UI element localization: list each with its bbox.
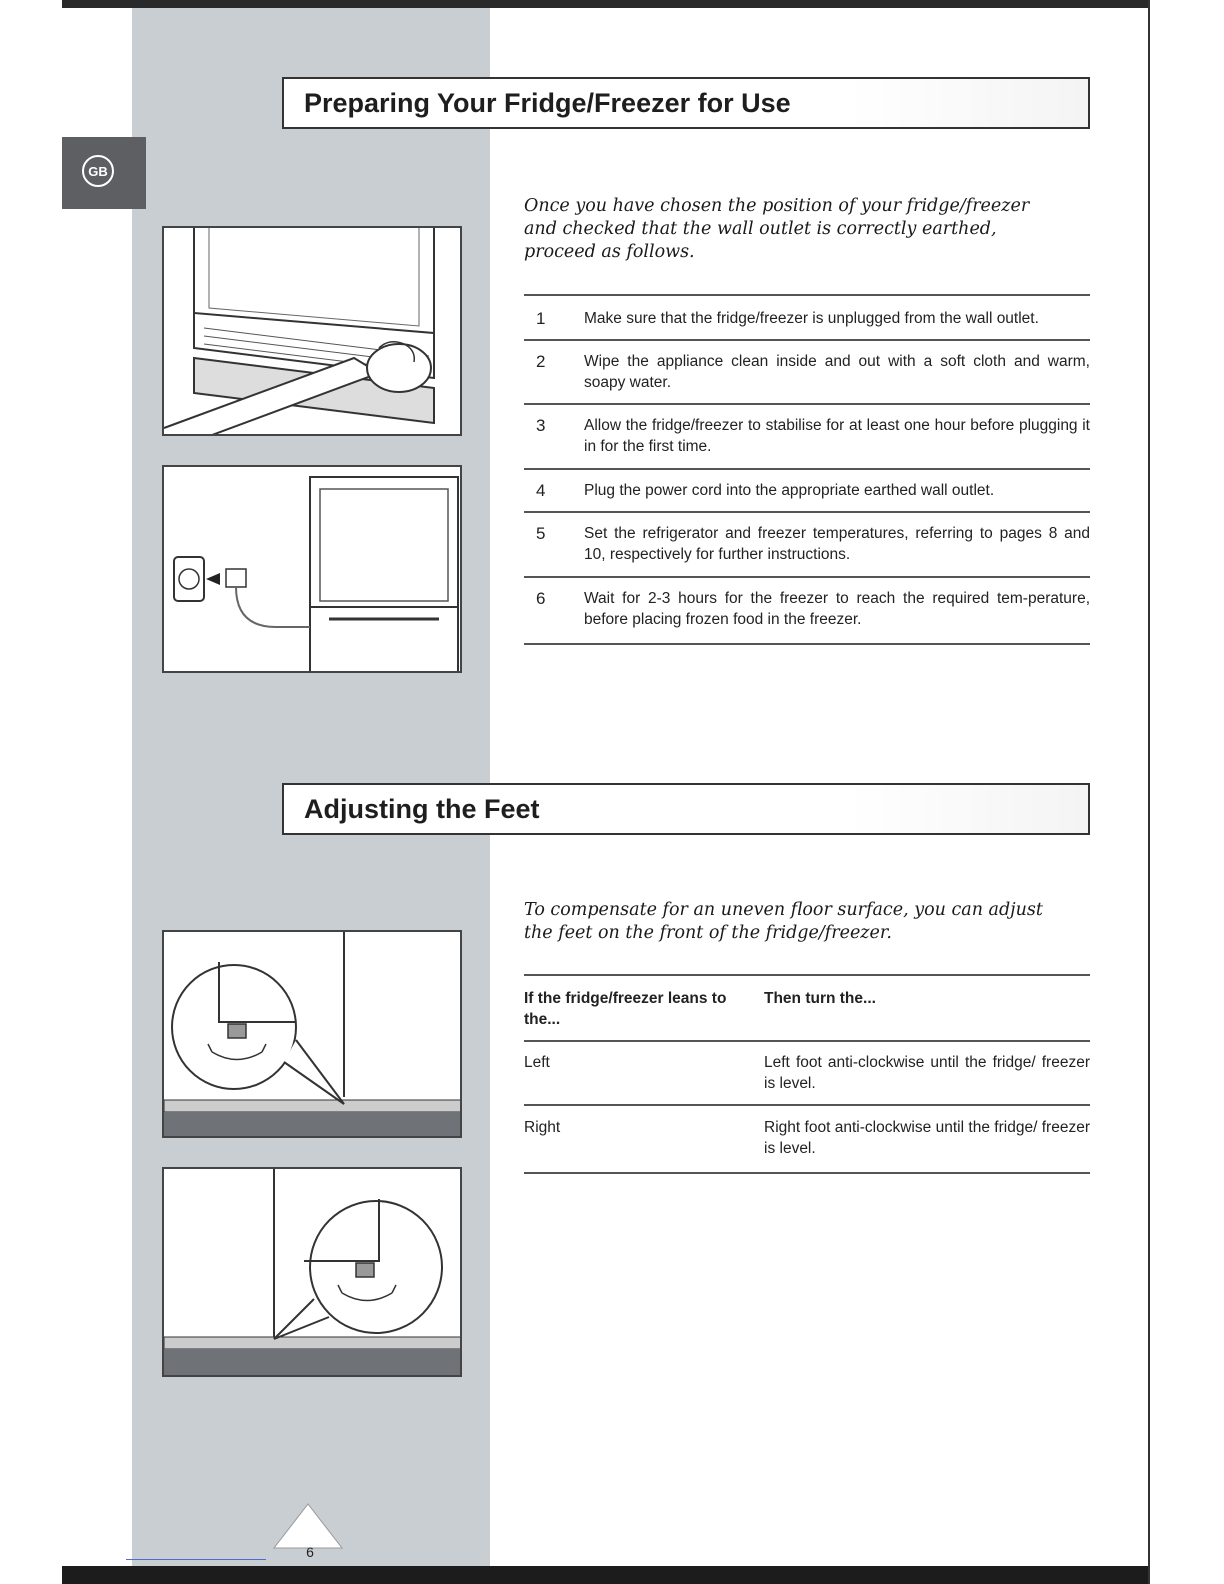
right-foot-illustration bbox=[162, 1167, 462, 1377]
divider bbox=[524, 294, 1090, 296]
divider bbox=[524, 403, 1090, 405]
table-cell-right-action: Right foot anti-clockwise until the fridge/ freezer is level. bbox=[764, 1119, 1090, 1157]
divider bbox=[524, 643, 1090, 645]
table-cell-right: Right bbox=[524, 1119, 561, 1136]
language-badge: GB bbox=[82, 155, 114, 187]
bottom-underline bbox=[126, 1559, 266, 1560]
step-number: 5 bbox=[536, 524, 546, 543]
step-text: Allow the fridge/freezer to stabilise for at least one hour before plugging it in for the first time. bbox=[584, 417, 1090, 455]
bottom-edge bbox=[62, 1566, 1150, 1584]
divider bbox=[524, 576, 1090, 578]
step-number: 6 bbox=[536, 589, 546, 608]
divider bbox=[524, 974, 1090, 976]
table-header-leans: If the fridge/freezer leans to the... bbox=[524, 990, 727, 1028]
step-number: 2 bbox=[536, 352, 546, 371]
step-text: Plug the power cord into the appropriate earthed wall outlet. bbox=[584, 482, 995, 499]
step-number: 1 bbox=[536, 309, 546, 328]
page-number: 6 bbox=[306, 1544, 314, 1560]
page-margin-right bbox=[1148, 0, 1224, 1584]
divider bbox=[524, 1104, 1090, 1106]
divider bbox=[524, 1040, 1090, 1042]
step-text: Set the refrigerator and freezer temperatures, referring to pages 8 and 10, respectively for further instructions. bbox=[584, 525, 1090, 563]
divider bbox=[524, 1172, 1090, 1174]
step-text: Wait for 2-3 hours for the freezer to reach the required tem-perature, before placing frozen food in the freezer. bbox=[584, 590, 1090, 628]
divider bbox=[524, 339, 1090, 341]
step-number: 3 bbox=[536, 416, 546, 435]
section-title-adjusting: Adjusting the Feet bbox=[282, 783, 1090, 835]
step-text: Make sure that the fridge/freezer is unplugged from the wall outlet. bbox=[584, 310, 1039, 327]
step-number: 4 bbox=[536, 481, 546, 500]
page-margin-left bbox=[0, 0, 62, 1584]
table-header-turn: Then turn the... bbox=[764, 990, 876, 1007]
plug-illustration bbox=[162, 465, 462, 673]
top-edge bbox=[62, 0, 1150, 8]
section2-intro: To compensate for an uneven floor surface, you can adjust the feet on the front of the fridge/freezer. bbox=[524, 900, 1043, 943]
table-cell-left-action: Left foot anti-clockwise until the fridge/ freezer is level. bbox=[764, 1054, 1090, 1092]
divider bbox=[524, 468, 1090, 470]
step-text: Wipe the appliance clean inside and out with a soft cloth and warm, soapy water. bbox=[584, 353, 1090, 391]
left-foot-illustration bbox=[162, 930, 462, 1138]
cleaning-illustration bbox=[162, 226, 462, 436]
page-number-marker bbox=[272, 1502, 344, 1550]
section-title-preparing: Preparing Your Fridge/Freezer for Use bbox=[282, 77, 1090, 129]
table-cell-left: Left bbox=[524, 1054, 550, 1071]
section1-intro: Once you have chosen the position of your fridge/freezer and checked that the wall outlet is correctly earthed, proceed as follows. bbox=[524, 196, 1030, 262]
divider bbox=[524, 511, 1090, 513]
language-tab bbox=[62, 137, 146, 209]
